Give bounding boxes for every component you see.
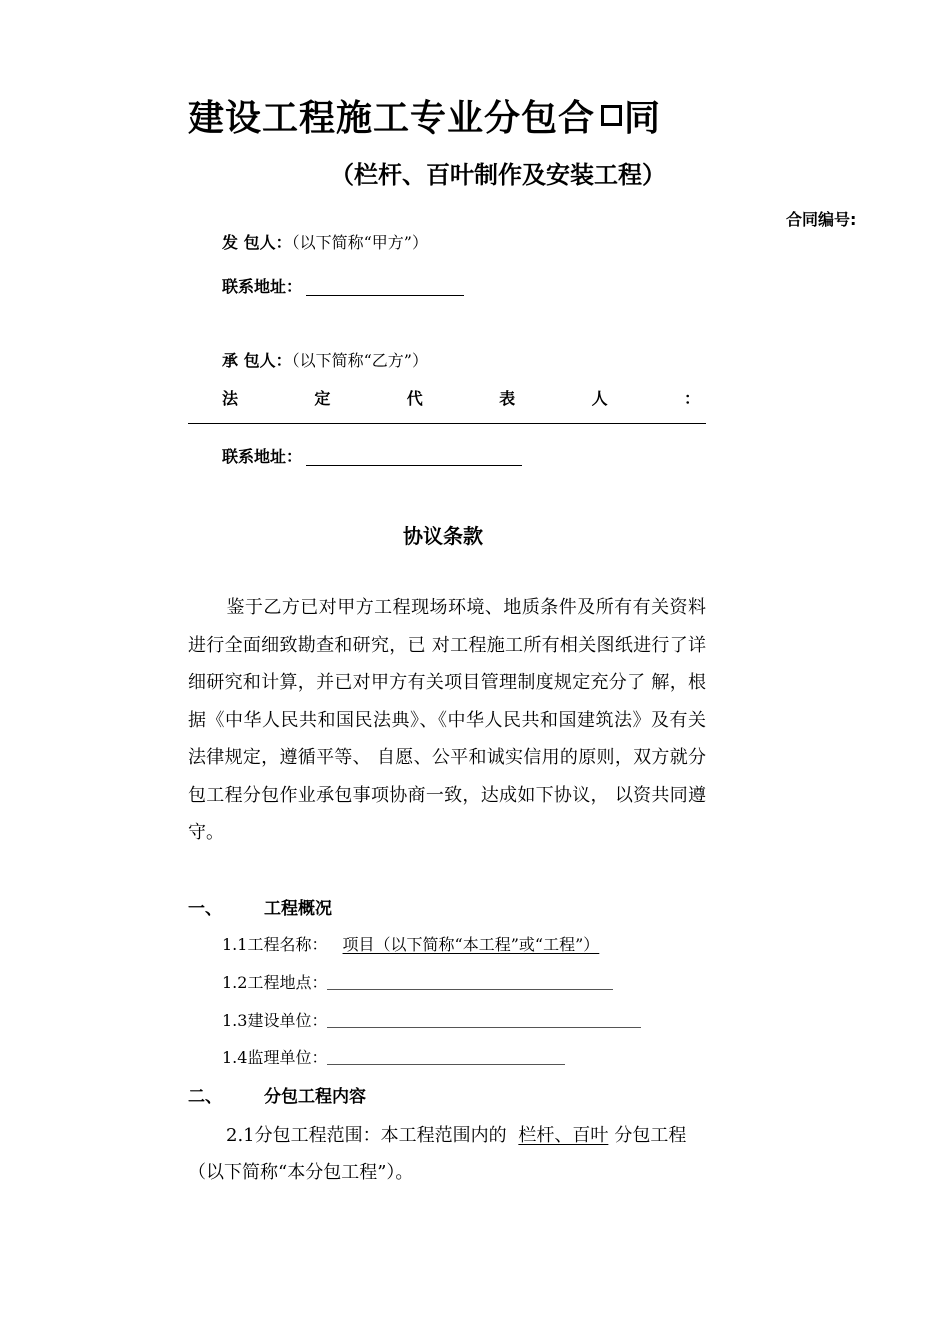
supervision-unit-blank[interactable]	[327, 1050, 565, 1065]
scope-paragraph	[188, 1117, 706, 1191]
project-name-label: 1.1工程名称：	[222, 935, 328, 954]
missing-glyph-box-icon	[601, 105, 622, 126]
scope-suffix: 分包工程（以下简称“本分包工程”）。	[188, 1125, 687, 1183]
construction-unit-label: 1.3建设单位：	[222, 1011, 328, 1030]
project-location-row	[222, 970, 613, 993]
project-location-blank[interactable]	[327, 975, 613, 990]
supervision-unit-row	[222, 1045, 565, 1068]
section-1-number: 一、	[188, 899, 222, 919]
legal-rep-char: ：	[683, 389, 700, 408]
legal-rep-char: 法	[222, 389, 239, 408]
legal-representative-blank[interactable]	[188, 423, 706, 424]
preamble-text: 鉴于乙方已对甲方工程现场环境、地质条件及所有有关资料进行全面细致勘查和研究，已 对工程施工所有相关图纸进行了详细研究和计算，并已对甲方有关项目管理制度规定充分了 解，根据《中华人民共和国民法典》、《中华人民共和国建筑法》及有关法律规定，遵循平等、 自愿、公平和诚实信用的原则，双方就分包工程分包作业承包事项协商一致，达成如下协议， 以资共同遵守。	[188, 597, 706, 843]
party-a-row	[222, 230, 428, 253]
construction-unit-row	[222, 1008, 641, 1031]
project-location-label: 1.2工程地点：	[222, 973, 328, 992]
project-name-value[interactable]: 项目（以下简称“本工程”或“工程”）	[342, 935, 600, 954]
construction-unit-blank[interactable]	[327, 1013, 641, 1028]
legal-representative-row	[222, 386, 700, 409]
party-a-address-label: 联系地址：	[222, 277, 303, 296]
party-a-note: （以下简称“甲方”）	[291, 233, 428, 252]
agreement-terms-heading: 协议条款	[403, 524, 483, 548]
title-text-part1: 建设工程施工专业分包合	[188, 97, 596, 139]
legal-rep-char: 定	[314, 389, 331, 408]
document-title	[188, 90, 661, 141]
party-b-address-row	[222, 444, 522, 467]
section-2-heading	[188, 1082, 366, 1107]
contract-number-label: 合同编号:	[786, 210, 857, 229]
section-1-title: 工程概况	[264, 899, 332, 919]
legal-rep-char: 表	[499, 389, 516, 408]
party-b-row	[222, 348, 428, 371]
preamble-paragraph	[188, 589, 706, 852]
document-subtitle: （栏杆、百叶制作及安装工程）	[330, 160, 666, 189]
section-1-heading	[188, 894, 332, 919]
party-a-address-blank[interactable]	[306, 277, 464, 296]
party-b-address-label: 联系地址：	[222, 447, 303, 466]
party-b-address-blank[interactable]	[306, 447, 522, 466]
title-text-part2: 同	[624, 97, 662, 139]
legal-rep-char: 代	[406, 389, 423, 408]
party-a-address-row	[222, 274, 464, 297]
party-a-label: 发 包人：	[222, 233, 292, 252]
legal-rep-char: 人	[591, 389, 608, 408]
section-2-title: 分包工程内容	[264, 1087, 366, 1107]
scope-value[interactable]: 栏杆、百叶	[518, 1125, 609, 1146]
party-b-note: （以下简称“乙方”）	[291, 351, 428, 370]
party-b-label: 承 包人：	[222, 351, 292, 370]
section-2-number: 二、	[188, 1087, 222, 1107]
scope-prefix: 2.1分包工程范围：本工程范围内的	[226, 1125, 507, 1146]
supervision-unit-label: 1.4监理单位：	[222, 1048, 328, 1067]
project-name-row	[222, 932, 599, 955]
